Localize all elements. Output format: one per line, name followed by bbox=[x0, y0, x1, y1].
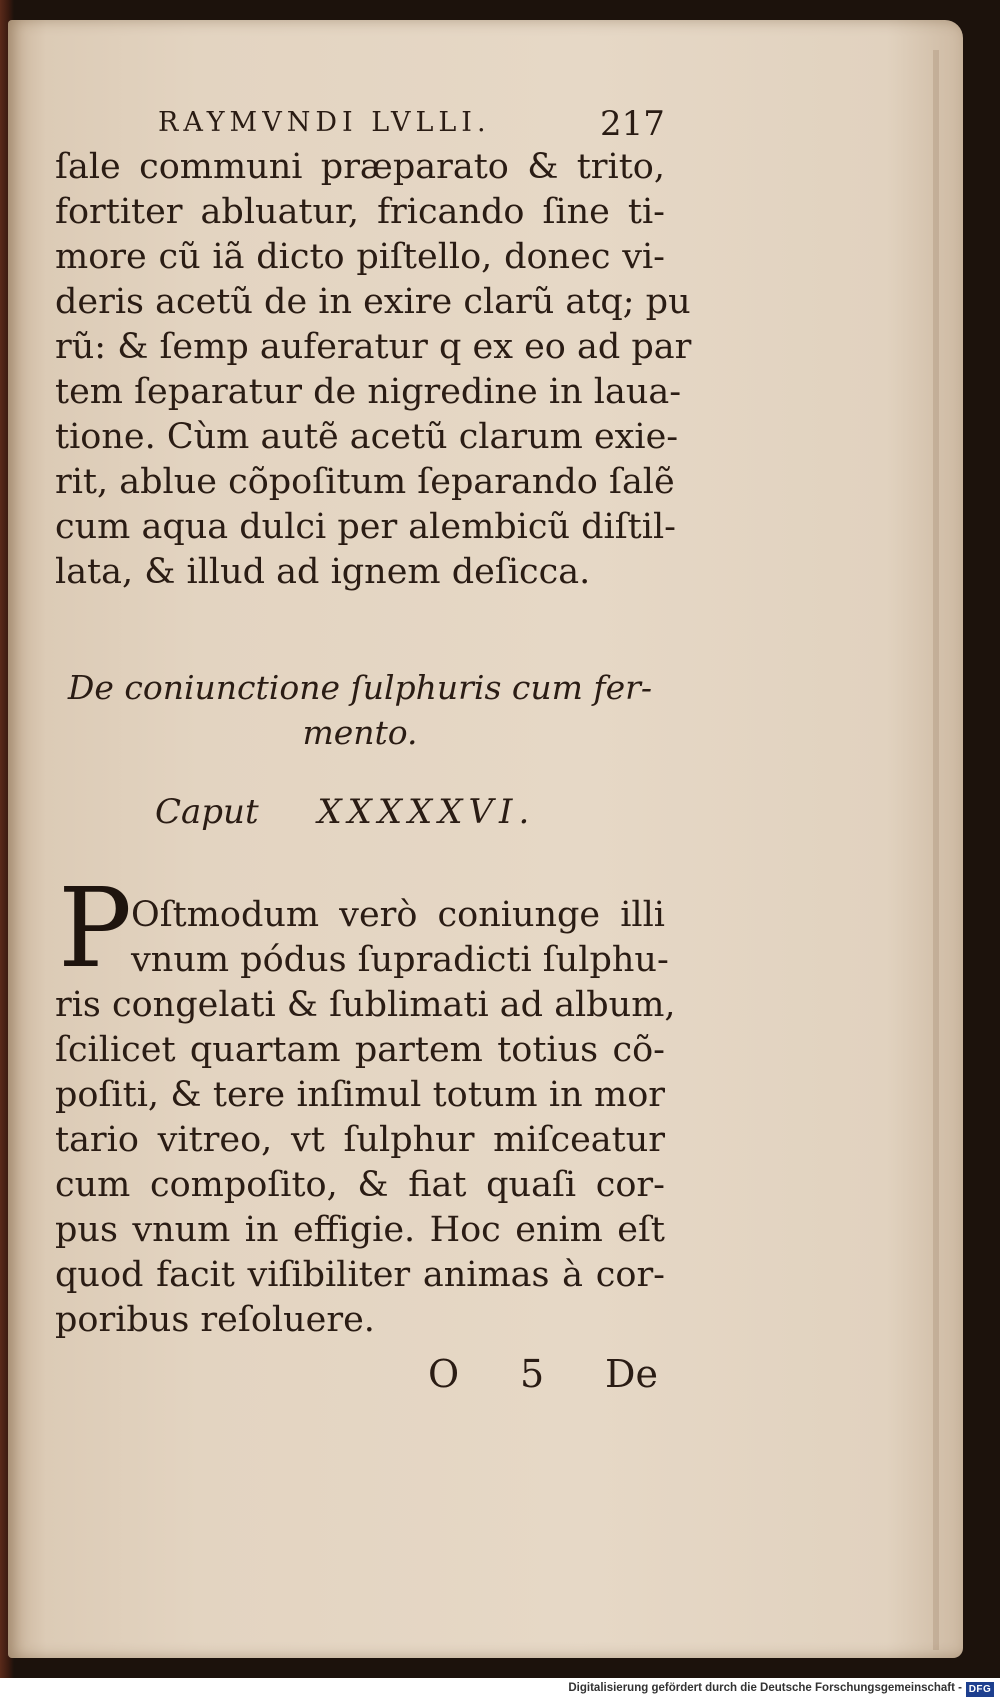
running-head: RAYMVNDI LVLLI. bbox=[158, 107, 491, 138]
funding-credit: Digitalisierung gefördert durch die Deutsche Forschungsgemeinschaft - bbox=[568, 1682, 962, 1694]
text-line: cum aqua dulci per alembicũ diſtil- bbox=[55, 507, 676, 547]
text-line: fortiter abluatur, fricando ſine ti- bbox=[55, 192, 665, 232]
text-line: cum compoſito, & fiat quaſi cor- bbox=[55, 1165, 665, 1205]
text-line: rit, ablue cõpoſitum ſeparando ſalẽ bbox=[55, 462, 675, 502]
text-line: ris congelati & ſublimati ad album, bbox=[55, 985, 676, 1025]
text-line: lata, & illud ad ignem deſicca. bbox=[55, 552, 591, 592]
text-line: deris acetũ de in exire clarũ atq; pu bbox=[55, 282, 691, 322]
text-line: poſiti, & tere inſimul totum in mor bbox=[55, 1075, 665, 1115]
text-line: vnum pódus ſupradicti ſulphu- bbox=[131, 940, 669, 980]
text-line: rũ: & ſemp auferatur q ex eo ad par bbox=[55, 327, 692, 367]
chapter-label: Caput bbox=[155, 792, 259, 832]
credit-bar bbox=[0, 1678, 1000, 1701]
paragraph-2 bbox=[55, 893, 676, 1343]
paragraph-1 bbox=[55, 145, 692, 595]
text-line: quod facit viſibiliter animas à cor- bbox=[55, 1255, 665, 1295]
signature-mark: O bbox=[428, 1352, 460, 1396]
drop-initial: P bbox=[58, 864, 133, 992]
page-fore-edge bbox=[933, 50, 939, 1650]
text-line: tario vitreo, vt ſulphur miſceatur bbox=[55, 1120, 665, 1160]
text-line: more cũ iã dicto piſtello, donec vi- bbox=[55, 237, 665, 277]
section-heading-line-1: De coniunctione ſulphuris cum fer- bbox=[67, 668, 653, 707]
text-line: ſale communi præparato & trito, bbox=[55, 147, 665, 187]
text-line: tione. Cùm autẽ acetũ clarum exie- bbox=[55, 417, 679, 457]
signature-number: 5 bbox=[520, 1352, 545, 1396]
section-heading-line-2: mento. bbox=[302, 713, 418, 752]
catchword: De bbox=[605, 1352, 658, 1396]
chapter-number: XXXXXVI. bbox=[317, 792, 536, 832]
text-line: Oſtmodum verò coniunge illi bbox=[131, 895, 665, 935]
text-line: pus vnum in effigie. Hoc enim eſt bbox=[55, 1210, 665, 1250]
text-line: tem ſeparatur de nigredine in laua- bbox=[55, 372, 682, 412]
catchword-line bbox=[428, 1352, 658, 1396]
chapter-heading bbox=[155, 792, 535, 832]
folio-number: 217 bbox=[600, 104, 665, 144]
text-line: poribus reſoluere. bbox=[55, 1300, 375, 1340]
text-line: ſcilicet quartam partem totius cõ- bbox=[55, 1030, 665, 1070]
dfg-logo: DFG bbox=[966, 1682, 994, 1697]
